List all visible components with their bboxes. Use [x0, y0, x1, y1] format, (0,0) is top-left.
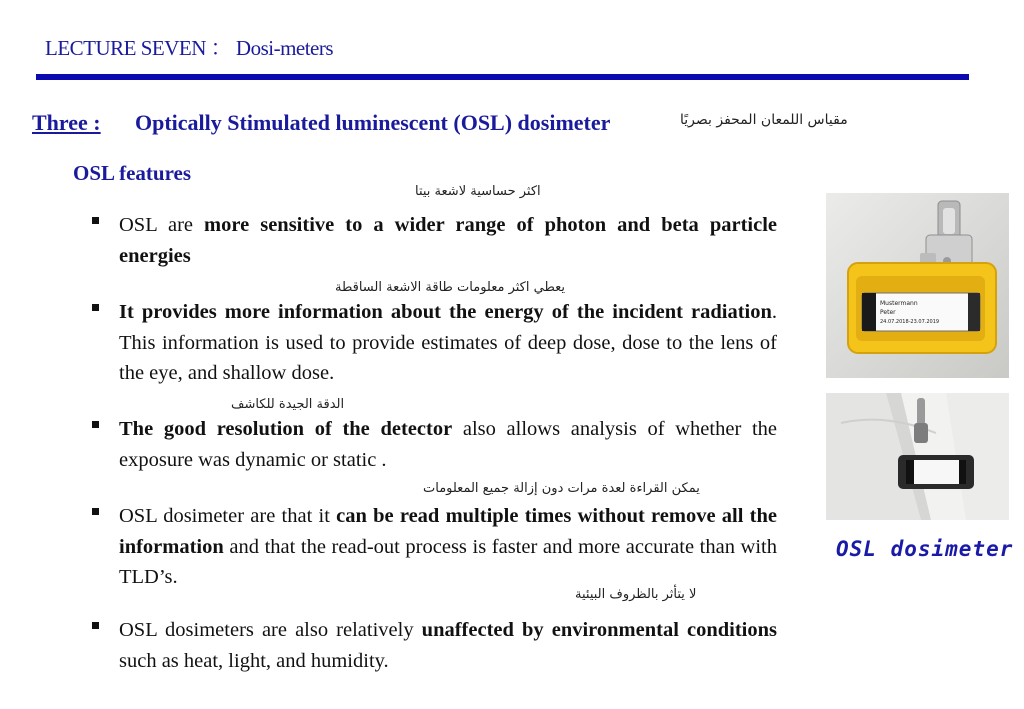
badge-label-line-3: 24.07.2018-23.07.2019	[880, 319, 940, 325]
bullet-1-arabic-note: اكثر حساسية لاشعة بيتا	[415, 184, 541, 199]
section-number: Three :	[32, 110, 101, 135]
bullet-text: also allows analysis of whether the exposure was dynamic or static .	[119, 418, 777, 471]
bullet-bold-text: unaffected by environmental conditions	[421, 619, 777, 641]
section-title: Optically Stimulated luminescent (OSL) dosimeter	[135, 110, 611, 135]
bullet-bold-text: The good resolution of the detector	[119, 418, 453, 440]
bullet-text: . This information is used to provide estimates of deep dose, dose to the lens of the eye, and shallow dose.	[119, 301, 777, 384]
osl-worn-illustration	[826, 393, 1009, 520]
bullet-marker	[92, 217, 99, 224]
section-arabic-note: مقياس اللمعان المحفز بصريًا	[680, 112, 848, 128]
badge-label-line-1: Mustermann	[880, 300, 918, 307]
bullet-bold-text: can be read multiple times without remove all the information	[119, 505, 777, 558]
bullet-bold-text: more sensitive to a wider range of photon and beta particle energies	[119, 214, 777, 267]
osl-worn-photo	[826, 393, 1009, 520]
bullet-marker	[92, 421, 99, 428]
bullet-item-5	[119, 615, 777, 676]
bullet-3-arabic-note: الدقة الجيدة للكاشف	[231, 397, 345, 412]
bullet-bold-text: It provides more information about the energy of the incident radiation	[119, 301, 772, 323]
bullet-4-arabic-note: يمكن القراءة لعدة مرات دون إزالة جميع المعلومات	[423, 481, 700, 496]
bullet-marker	[92, 508, 99, 515]
bullet-item-1	[119, 210, 777, 271]
bullet-text: OSL are	[119, 214, 205, 236]
badge-label-line-2: Peter	[880, 309, 896, 316]
bullet-item-3	[119, 414, 777, 475]
bullet-text: and that the read-out process is faster and more accurate than with TLD’s.	[119, 535, 777, 588]
bullet-2-arabic-note: يعطي اكثر معلومات طاقة الاشعة الساقطة	[335, 280, 565, 295]
bullet-text: such as heat, light, and humidity.	[119, 649, 389, 672]
bullet-5-arabic-note: لا يتأثر بالظروف البيئية	[575, 587, 697, 602]
bullet-text: OSL dosimeter are that it	[119, 505, 337, 527]
lecture-title: LECTURE SEVEN ： Dosi-meters	[45, 36, 334, 60]
bullet-item-2	[119, 297, 777, 389]
bullet-text: OSL dosimeters are also relatively	[119, 619, 422, 641]
osl-badge-photo	[826, 193, 1009, 378]
photo-caption: OSL dosimeter	[836, 537, 1014, 561]
bullet-item-4	[119, 501, 777, 593]
osl-badge-illustration	[826, 193, 1009, 378]
bullet-marker	[92, 304, 99, 311]
title-divider	[36, 74, 969, 80]
bullet-marker	[92, 622, 99, 629]
features-heading: OSL features	[73, 161, 192, 185]
